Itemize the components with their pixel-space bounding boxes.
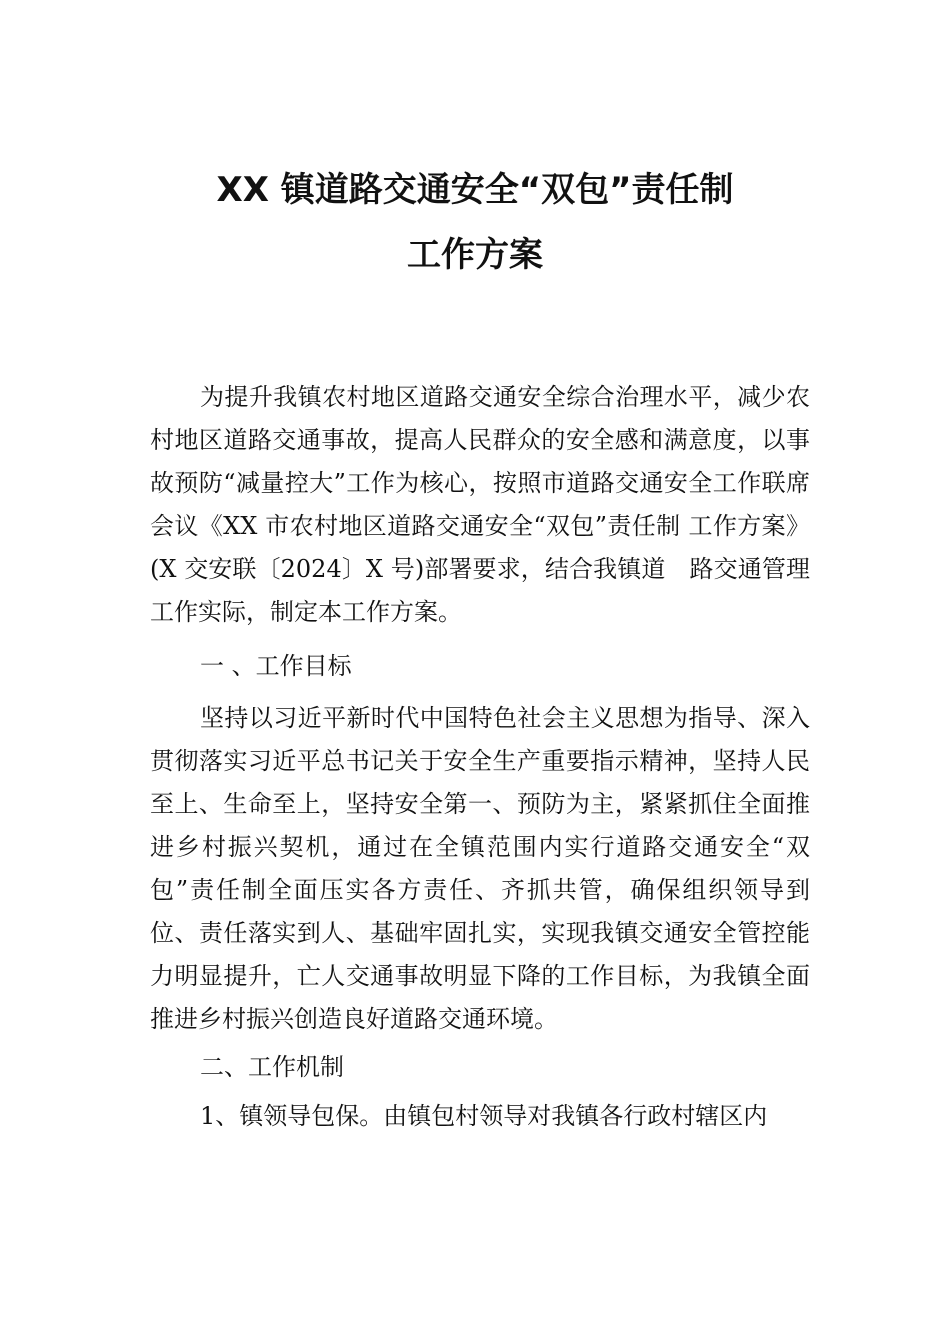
section-1-text: 坚持以习近平新时代中国特色社会主义思想为指导、深入贯彻落实习近平总书记关于安全生产重要指示精神，坚持人民至上、生命至上，坚持安全第一、预防为主，紧紧抓住全面推进乡村振兴契机，通过在全镇范围内实行道路交通安全“双包”责任制全面压实各方责任、齐抓共管，确保组织领导到位、责任落实到人、基础牢固扎实，实现我镇交通安全管控能力明显提升，亡人交通事故明显下降的工作目标，为我镇全面推进乡村振兴创造良好道路交通环境。 xyxy=(150,704,810,1033)
item-1-text: 1、镇领导包保。由镇包村领导对我镇各行政村辖区内 xyxy=(200,1102,768,1130)
section-1-heading-text: 一 、工作目标 xyxy=(200,652,352,680)
section-2-heading-text: 二、工作机制 xyxy=(200,1053,344,1081)
section-1-paragraph xyxy=(150,697,810,1041)
intro-text: 为提升我镇农村地区道路交通安全综合治理水平，减少农村地区道路交通事故，提高人民群众的安全感和满意度，以事故预防“减量控大”工作为核心，按照市道路交通安全工作联席会议《XX 市农村地区道路交通安全“双包”责任制 工作方案》(X 交安联〔2024〕X 号)部署要求，结合我镇道 路交通管理工作实际，制定本工作方案。 xyxy=(150,383,810,626)
intro-paragraph xyxy=(150,376,810,634)
document-title-line-1: XX 镇道路交通安全“双包”责任制 xyxy=(216,170,734,210)
section-2-heading xyxy=(150,1046,810,1089)
document-title-line-2: 工作方案 xyxy=(407,235,543,275)
section-1-heading xyxy=(150,645,810,688)
item-1-paragraph xyxy=(150,1095,810,1138)
